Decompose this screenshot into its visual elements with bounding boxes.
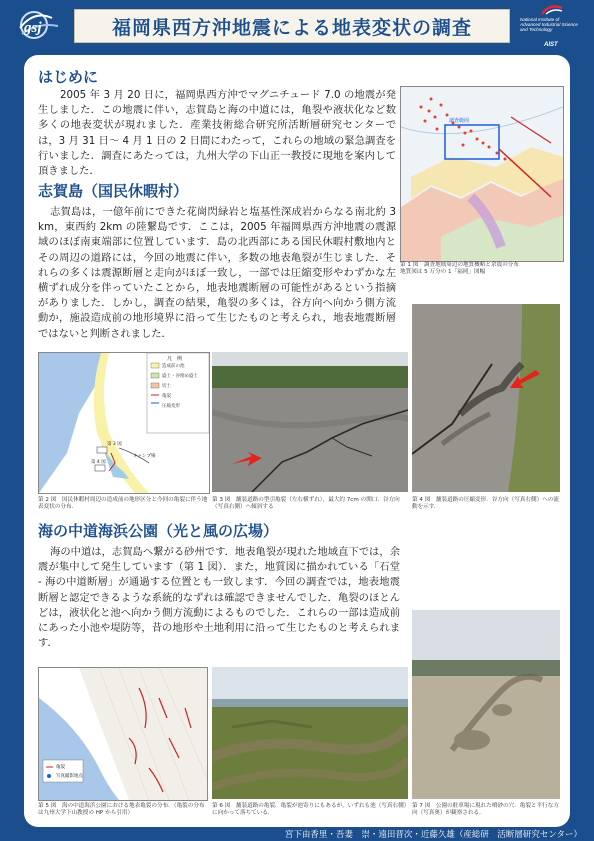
fig4-caption: 第 4 図 舗装道路の圧縮変形．谷方向（写真右側）への流動を示す． bbox=[412, 497, 559, 510]
road-crack-drawing bbox=[212, 352, 408, 492]
fig2-legend-item: 盛土・谷埋め盛土 bbox=[162, 374, 198, 379]
fig1-caption-line1: 第 1 図 調査地域周辺の地質概略と余震の分布 bbox=[400, 262, 519, 268]
aist-line-1: National Institute of bbox=[520, 17, 560, 22]
umi-text: 海の中道は，志賀島へ繋がる砂州です．地表亀裂が現れた地域直下では，余震が集中して発生しています（第 1 図）．また，地質図に描かれている「石堂 - 海の中道断層」が通過する位置とも一致します．今回の調査では，地表地震断層と認定できるような系統的なずれは確認できませんでした．亀裂のほとんどは，液状化と池へ向かう側方流動によるものでした．これらの一部は造成前にあった小池や堤防等，昔の地形や土地利用に沿って生じたものと考えられます． bbox=[38, 546, 400, 650]
sand-boil-drawing bbox=[412, 610, 560, 799]
fig1-caption-line2: 地質図は 5 万分の 1「福岡」図幅 bbox=[400, 269, 486, 275]
aist-abbr: AIST bbox=[544, 42, 558, 48]
fig1-inset-label: 調査範囲 bbox=[449, 118, 470, 124]
fig4-compression-photo bbox=[412, 304, 560, 492]
aist-logo-text bbox=[520, 17, 588, 33]
shika-heading: 志賀島（国民休暇村） bbox=[38, 182, 189, 200]
fig2-label: キャンプ場 bbox=[133, 454, 156, 459]
fig1-geologic-map bbox=[400, 86, 564, 262]
aist-line-3: and Technology bbox=[520, 27, 553, 33]
footer-authors: 宮下由香里・吾妻 崇・遠田晋次・近藤久雄（産総研 活断層研究センター） bbox=[284, 830, 582, 840]
fig2-label: 第 3 図 bbox=[107, 442, 122, 447]
fig5-legend-item: 写真撮影地点 bbox=[56, 774, 83, 779]
fig7-caption: 第 7 図 公園の駐車場に現れた噴砂の穴．亀裂と平行な方向（写真奥）が観察される． bbox=[412, 803, 559, 816]
fig6-road-crack-photo bbox=[212, 667, 408, 799]
fig2-legend-item: 亀裂 bbox=[162, 394, 171, 399]
fig3-road-crack-photo bbox=[212, 352, 408, 492]
fig2-caption: 第 2 図 国民休暇村周辺の造成前の地形区分と今回の亀裂に伴う地表変状の分布． bbox=[38, 497, 208, 510]
park-crack-drawing bbox=[212, 667, 408, 799]
geologic-map-drawing bbox=[401, 87, 563, 261]
shika-text: 志賀島は，一億年前にできた花崗閃緑岩と塩基性深成岩からなる南北約 3 km，東西約 2km の陸繋島です．ここは，2005 年福岡県西方沖地震の震源域のほぼ南東端部に位置しています．島の北西部にある国民休暇村敷地内とその周辺の道路には，今回の地震に伴い，多数の地表亀裂が生じました．それらの多くは震源断層と走向がほぼ一致し，一部では圧縮変形やわずかな左横ずれ成分を伴っていたことから，地表地震断層の可能性があるという指摘がありました．しかし，調査の結果，亀裂の多くは，谷方向へ向かう側方流動か，施設造成前の地形境界に沿って生じたものと考えられ，地表地震断層ではないと判断されました． bbox=[38, 206, 396, 340]
poster-title bbox=[74, 9, 510, 43]
gsj-logo-icon bbox=[14, 8, 64, 42]
fig7-sand-boil-photo bbox=[412, 610, 560, 799]
fig3-caption: 第 3 図 舗装道路の型引亀裂（左右横ずれ），最大約 7cm の開口．谷方向（写真右側）へ傾斜する bbox=[212, 497, 400, 510]
compression-drawing bbox=[412, 304, 560, 492]
fig2-legend-item: 切土 bbox=[162, 384, 171, 389]
fig2-legend-title: 凡 例 bbox=[167, 356, 183, 362]
poster-title-text: 福岡県西方沖地震による地表変状の調査 bbox=[111, 16, 472, 39]
crack-map-drawing bbox=[39, 668, 207, 800]
footer-bar bbox=[0, 827, 594, 841]
header-bar bbox=[0, 0, 594, 50]
fig2-landform-map bbox=[38, 352, 210, 494]
fig2-legend bbox=[162, 362, 198, 412]
aist-mark-icon bbox=[540, 5, 564, 15]
fig2-legend-item: 造成前の池 bbox=[162, 364, 185, 369]
fig6-caption: 第 6 図 舗装道路の亀裂．亀裂が池寄りにもあるが，いずれも池（写真右側）に向かって落ちている． bbox=[212, 803, 407, 816]
umi-heading: 海の中道海浜公園（光と風の広場） bbox=[38, 522, 279, 540]
fig5-caption: 第 5 図 海の中道海浜公園における地表亀裂の分布．（亀裂の分布は九州大学下山教授の HP から引用） bbox=[38, 803, 205, 816]
aist-logo bbox=[518, 5, 588, 47]
fig5-legend-item: 亀裂 bbox=[56, 765, 65, 770]
intro-heading: はじめに bbox=[38, 68, 99, 86]
fig2-legend-item: 圧縮変形 bbox=[162, 404, 180, 409]
fig2-label: 第 4 図 bbox=[91, 460, 106, 465]
svg-text:gsj: gsj bbox=[24, 20, 42, 36]
intro-text: 2005 年 3 月 20 日に，福岡県西方沖でマグニチュード 7.0 の地震が発生しました．この地震に伴い，志賀島と海の中道には，亀裂や液状化など数多くの地表変状が現れました．産業技術総合研究所活断層研究センターでは，3 月 31 日～ 4 月 1 日の 2 日間にわたって，これらの地域の緊急調査を行いました．調査にあたっては，九州大学の下山正一教授に現地を案内して頂きました． bbox=[38, 89, 396, 178]
fig1-caption bbox=[400, 262, 562, 276]
fig5-crack-map bbox=[38, 667, 208, 801]
aist-line-2: Advanced Industrial Science bbox=[520, 22, 578, 28]
